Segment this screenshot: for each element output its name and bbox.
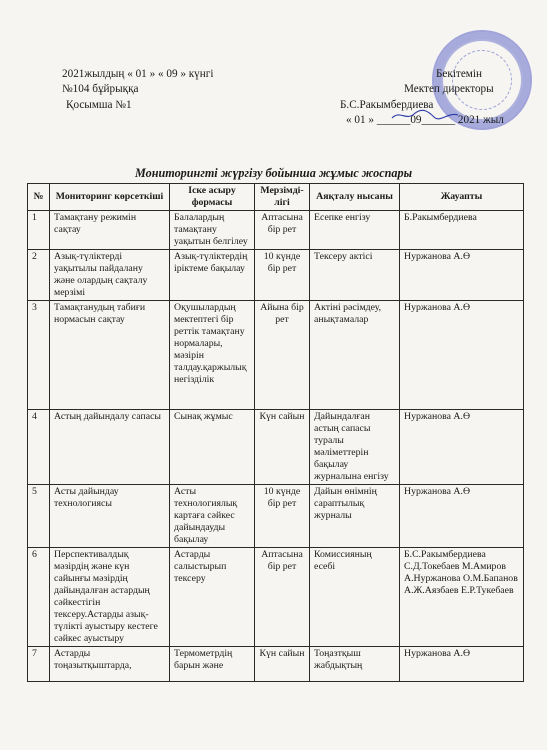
row-result: Тексеру актісі: [310, 250, 400, 301]
row-form: Сынақ жұмыс: [170, 410, 255, 485]
row-result: Актіні рәсімдеу, анықтамалар: [310, 301, 400, 410]
row-responsible: Нуржанова А.Ө: [400, 410, 524, 485]
row-indicator: Асты дайындау технологиясы: [50, 485, 170, 548]
row-period: 10 күнде бір рет: [255, 485, 310, 548]
row-indicator: Астың дайындалу сапасы: [50, 410, 170, 485]
row-period: Күн сайын: [255, 647, 310, 682]
row-form: Астарды салыстырып тексеру: [170, 548, 255, 647]
row-responsible: Нуржанова А.Ө: [400, 250, 524, 301]
row-indicator: Астарды тоңазытқыштарда,: [50, 647, 170, 682]
row-form: Термометрдің барын және: [170, 647, 255, 682]
document-title: Мониторингті жүргізу бойынша жұмыс жоспары: [134, 166, 413, 180]
row-responsible: Нуржанова А.Ө: [400, 301, 524, 410]
row-result: Комиссияның есебі: [310, 548, 400, 647]
row-result: Дайындалған астың сапасы туралы мәліметтерін бақылау журналына енгізу: [310, 410, 400, 485]
director-name: Б.С.Ракымбердиева: [340, 99, 434, 111]
table-row: [28, 211, 524, 250]
table-row: [28, 301, 524, 410]
row-number: 1: [28, 211, 50, 250]
row-form: Азық-түліктердің іріктеме бақылау: [170, 250, 255, 301]
director-signature: [390, 108, 460, 122]
row-number: 3: [28, 301, 50, 410]
row-number: 5: [28, 485, 50, 548]
table-header-row: [28, 184, 524, 211]
row-indicator: Тамақтанудың табиғи нормасын сақтау: [50, 301, 170, 410]
row-result: Дайын өнімнің сараптылық журналы: [310, 485, 400, 548]
table-row: [28, 647, 524, 682]
row-result: Есепке енгізу: [310, 211, 400, 250]
header-indicator: Мониторинг көрсеткіші: [50, 184, 170, 211]
row-indicator: Азық-түліктерді уақытылы пайдалану және олардың сақталу мерзімі: [50, 250, 170, 301]
order-date-line: 2021жылдың « 01 » « 09 » күнгі: [62, 68, 214, 80]
table-row: [28, 410, 524, 485]
approve-date-line: « 01 » ______09______ 2021 жыл: [346, 114, 504, 126]
row-period: 10 күнде бір рет: [255, 250, 310, 301]
table-row: [28, 548, 524, 647]
row-number: 7: [28, 647, 50, 682]
row-result: Тоңазтқыш жабдықтың: [310, 647, 400, 682]
row-period: Айына бір рет: [255, 301, 310, 410]
row-responsible: Нуржанова А.Ө: [400, 647, 524, 682]
annex-line: Қосымша №1: [66, 99, 132, 111]
header-responsible: Жауапты: [400, 184, 524, 211]
monitoring-plan-table: [27, 183, 524, 682]
row-indicator: Тамақтану режимін сақтау: [50, 211, 170, 250]
row-period: Аптасына бір рет: [255, 211, 310, 250]
row-form: Балалардың тамақтану уақытын белгілеу: [170, 211, 255, 250]
row-number: 2: [28, 250, 50, 301]
header-number: №: [28, 184, 50, 211]
table-row: [28, 250, 524, 301]
row-responsible: Б.Ракымбердиева: [400, 211, 524, 250]
row-form: Оқушылардың мектептегі бір реттік тамақтану нормалары, мәзірін талдау.қаржылық негізділік: [170, 301, 255, 410]
row-responsible: Нуржанова А.Ө: [400, 485, 524, 548]
order-number-line: №104 бұйрыққа: [62, 83, 139, 95]
row-form: Асты технологиялық картаға сәйкес дайындауды бақылау: [170, 485, 255, 548]
row-period: Күн сайын: [255, 410, 310, 485]
header-form: Іске асыру формасы: [170, 184, 255, 211]
row-number: 6: [28, 548, 50, 647]
director-title: Мектеп директоры: [404, 83, 494, 95]
header-result: Аяқталу нысаны: [310, 184, 400, 211]
table-row: [28, 485, 524, 548]
approve-line: Бекітемін: [436, 68, 482, 80]
row-indicator: Перспективалдық мәзірдің және күн сайынғы мәзірдің дайындалған астардың сәйкестігін тексеру.Астарды азық-түлікті ауыстыру кестеге сәйкес ауыстыру: [50, 548, 170, 647]
row-number: 4: [28, 410, 50, 485]
header-period: Мерзімді-лігі: [255, 184, 310, 211]
row-responsible: Б.С.Ракымбердиева С.Д.Токебаев М.Амиров А.Нуржанова О.М.Бапанов А.Ж.Аязбаев Е.Р.Тукебаев: [400, 548, 524, 647]
row-period: Аптасына бір рет: [255, 548, 310, 647]
